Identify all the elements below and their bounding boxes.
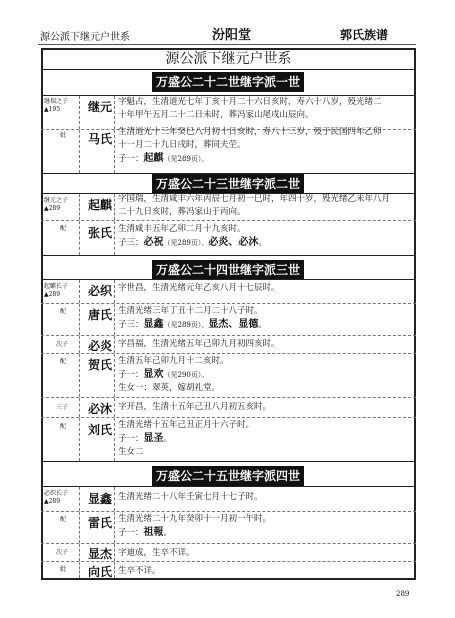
entry-relation: 次子	[56, 341, 69, 348]
header-hall-name: 汾阳堂	[212, 28, 252, 43]
entry-description: 生清光绪二十九年癸卯十一月初一午时。 子一：祖報。	[118, 514, 272, 538]
entry-relation: 妣	[60, 132, 67, 139]
entry-name: 刘氏	[88, 423, 113, 437]
entry-description: 生清五年己卯九月十二亥时。 子一：显欢（见290页）。 生女一：翠英，嫁胡礼堂。	[118, 356, 229, 393]
entry-description: 字开昌，生清十五年己丑八月初五亥时。	[118, 402, 272, 412]
entry-name: 必炎	[88, 339, 113, 353]
entry-name: 显鑫	[88, 492, 113, 506]
entry-description: 生清道光十三年癸巳八月初十日亥时，寿八十三岁，殁于民国四年乙卯 十一月二十九日戌时，葬同夫茔。 子一：起麒（见289页）。	[118, 127, 382, 164]
header-left-title: 源公派下继元户世系	[40, 32, 130, 43]
entry-relation: 配	[60, 358, 67, 365]
entry-description: 字昌福，生清光绪五年己卯九月初四亥时。	[118, 339, 280, 349]
entry-relation: 必织长子 ▲289	[44, 490, 69, 505]
page-number: 289	[396, 590, 410, 598]
generation-banner-22: 万盛公二十二世继字派一世	[152, 72, 304, 92]
entry-relation: 起麒长子 ▲289	[44, 283, 69, 298]
entry-name: 贺氏	[88, 358, 113, 372]
entry-relation: 三子	[56, 404, 69, 411]
entry-description: 生卒不详。	[118, 566, 161, 576]
page-title: 源公派下继元户世系	[41, 48, 416, 70]
entry-name: 雷氏	[88, 516, 113, 530]
entry-name: 唐氏	[88, 308, 113, 322]
generation-banner-24: 万盛公二十四世继字派三世	[152, 260, 304, 280]
entry-relation: 配	[60, 308, 67, 315]
entry-description: 生清光绪十五年己丑正月十六子时。 子一：显圣。 生女二	[118, 420, 255, 457]
entry-description: 生清光绪二十八年壬寅七月十七子时。	[118, 492, 263, 502]
entry-relation: 配	[60, 423, 67, 430]
entry-name: 马氏	[88, 132, 113, 146]
entry-name: 起麒	[88, 198, 113, 212]
entry-name: 向氏	[88, 565, 113, 579]
entry-relation: 配	[60, 225, 67, 232]
entry-relation: 继元之子 ▲289	[44, 197, 69, 212]
header-rule	[38, 44, 416, 45]
entry-description: 生清咸丰五年乙卯二月十九亥时。 子三：必祝（见289页）、必炎、必沐。	[118, 224, 267, 248]
entry-relation: 配	[60, 516, 67, 523]
entry-name: 张氏	[88, 226, 113, 240]
entry-description: 字魁占，生清道光七年丁亥十月二十六日亥时，寿六十八岁，殁光绪二 十年甲午五月二十二日未时，葬冯家山尾戌山辰向。	[118, 97, 382, 120]
entry-name: 继元	[88, 100, 113, 114]
entry-description: 字迪成，生卒不详。	[118, 548, 195, 558]
entry-relation: 继瑞之子 ▲195	[44, 98, 69, 113]
entry-relation: 妣	[60, 566, 67, 573]
generation-banner-25: 万盛公二十五世继字派四世	[152, 466, 304, 486]
header-book-title: 郭氏族谱	[340, 28, 389, 42]
page-header	[0, 0, 455, 43]
generation-banner-23: 万盛公二十三世继字派二世	[152, 174, 304, 194]
entry-relation: 次子	[56, 549, 69, 556]
entry-name: 显杰	[88, 547, 113, 561]
entry-name: 必沐	[88, 402, 113, 416]
entry-name: 必织	[88, 284, 113, 298]
entry-description: 字世昌，生清光绪元年乙亥八月十七辰时。	[118, 283, 280, 293]
entry-description: 字国瑞，生清咸丰六年丙辰七月初一巳时，年四十岁，殁光绪乙未年八月 二十九日亥时，葬冯家山于丙向。	[118, 194, 391, 217]
entry-description: 生清光绪三年丁丑十二月二十八子时。 子三：显鑫（见289页）、显杰、显德。	[118, 306, 267, 330]
